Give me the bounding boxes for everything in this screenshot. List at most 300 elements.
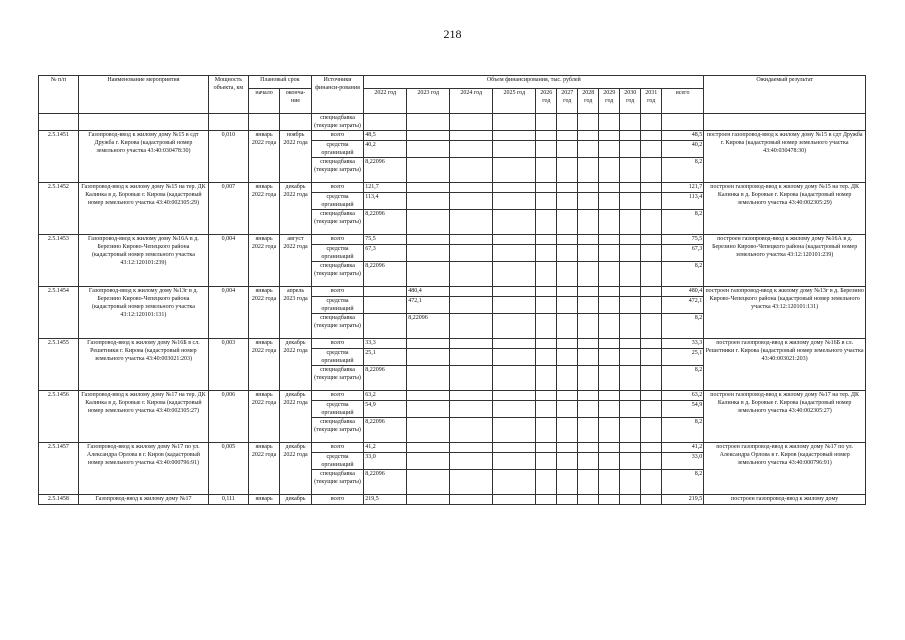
row-amount-2023 [407,210,450,235]
header-result: Ожидаемый результат [704,76,866,114]
row-amount-empty [578,418,599,443]
row-amount-empty [578,287,599,297]
row-amount-empty [599,158,620,183]
row-amount-empty [536,391,557,401]
row-source: всего [311,183,363,193]
row-amount-empty [493,339,536,349]
row-amount-empty [493,443,536,453]
last-row-source: всего [311,495,363,505]
row-amount-empty [493,401,536,418]
row-amount-empty [536,262,557,287]
last-row-num: 2.5.1458 [39,495,79,505]
row-amount-2022: 41,2 [364,443,407,453]
row-amount-2023 [407,158,450,183]
row-amount-total: 8,2 [662,418,704,443]
row-amount-empty [620,193,641,210]
row-amount-empty [620,418,641,443]
row-amount-empty [450,443,493,453]
row-amount-2022: 8,22096 [364,470,407,495]
row-amount-empty [493,183,536,193]
row-amount-total: 8,2 [662,262,704,287]
row-amount-empty [536,287,557,297]
header-name: Наименование мероприятия [78,76,208,114]
header-year-2023: 2023 год [407,89,450,114]
row-amount-empty [450,314,493,339]
row-amount-empty [557,131,578,141]
row-capacity: 0,006 [208,391,248,443]
row-amount-empty [620,349,641,366]
header-total: всего [662,89,704,114]
row-amount-empty [578,183,599,193]
row-end: декабрь 2022 года [280,339,311,391]
row-amount-empty [578,366,599,391]
row-name: Газопровод-ввод к жилому дому №16Б в сл. Решетники г. Кирова (кадастровый номер земельного участка 43:40:003021:203) [78,339,208,391]
row-amount-empty [599,287,620,297]
row-amount-total: 33,0 [662,453,704,470]
row-amount-empty [599,391,620,401]
row-amount-empty [599,314,620,339]
row-amount-empty [493,470,536,495]
row-result: построен газопровод-ввод к жилому дому №15 в сдт Дружба г. Кирова (кадастровый номер земельного участка 43:40:030478:30) [704,131,866,183]
row-amount-empty [536,193,557,210]
row-amount-empty [578,391,599,401]
header-year-2022: 2022 год [364,89,407,114]
row-amount-total: 41,2 [662,443,704,453]
row-amount-empty [620,210,641,235]
row-amount-empty [536,131,557,141]
row-amount-2022 [364,287,407,297]
row-amount-empty [578,495,599,505]
header-year-2029: 2029 год [599,89,620,114]
row-amount-empty [620,141,641,158]
row-amount-empty [620,495,641,505]
row-amount-empty [578,235,599,245]
row-num: 2.5.1455 [39,339,79,391]
row-amount-empty [641,245,662,262]
row-amount-empty [620,339,641,349]
row-amount-2023 [407,131,450,141]
row-amount-empty [557,287,578,297]
row-amount-2023 [407,183,450,193]
row-amount-empty [641,391,662,401]
row-amount-empty [641,470,662,495]
row-amount-empty [450,495,493,505]
row-amount-empty [578,339,599,349]
row-amount-empty [620,297,641,314]
row-source: спецнадбавка (текущие затраты) [311,210,363,235]
header-year-2028: 2028 год [578,89,599,114]
last-row-total: 219,5 [662,495,704,505]
row-amount-empty [599,235,620,245]
row-amount-empty [450,262,493,287]
row-amount-empty [493,235,536,245]
last-row-y2022: 219,5 [364,495,407,505]
table-row [39,443,866,453]
row-amount-2022 [364,297,407,314]
row-amount-empty [599,366,620,391]
row-amount-2022: 54,9 [364,401,407,418]
row-amount-empty [599,183,620,193]
row-amount-empty [557,314,578,339]
row-start: январь 2022 года [248,287,279,339]
row-result: построен газопровод-ввод к жилому дому №16Б в сл. Решетники г. Кирова (кадастровый номер земельного участка 43:40:003021:203) [704,339,866,391]
page-number: 218 [443,27,462,41]
row-amount-empty [620,183,641,193]
row-amount-empty [493,193,536,210]
row-amount-2022: 33,3 [364,339,407,349]
row-amount-empty [450,245,493,262]
row-num: 2.5.1456 [39,391,79,443]
row-amount-2022: 75,5 [364,235,407,245]
row-amount-empty [450,366,493,391]
row-result: построен газопровод-ввод к жилому дому №17 на тер. ДК Калинка в д. Боровые г. Кирова (кадастровый номер земельного участка 43:40:002305:27) [704,391,866,443]
row-amount-total: 113,4 [662,193,704,210]
row-amount-empty [599,245,620,262]
table-row [39,235,866,245]
row-amount-empty [620,131,641,141]
row-amount-empty [641,141,662,158]
row-amount-total: 8,2 [662,366,704,391]
row-amount-empty [493,287,536,297]
row-amount-empty [599,443,620,453]
header-plan-start: начало [248,89,279,114]
row-end: декабрь 2022 года [280,183,311,235]
row-amount-empty [493,366,536,391]
table-row [39,391,866,401]
header-capacity: Мощность объекта, км [208,76,248,114]
row-capacity: 0,007 [208,183,248,235]
row-num: 2.5.1451 [39,131,79,183]
row-amount-2023 [407,453,450,470]
row-name: Газопровод-ввод к жилому дому №17 на тер. ДК Калинка в д. Боровые г. Кирова (кадастровый номер земельного участка 43:40:002305:27) [78,391,208,443]
row-num: 2.5.1454 [39,287,79,339]
table-row [39,287,866,297]
row-amount-empty [578,453,599,470]
row-amount-empty [536,366,557,391]
row-amount-empty [557,141,578,158]
row-amount-empty [578,131,599,141]
row-source: всего [311,287,363,297]
row-amount-empty [557,470,578,495]
row-end: декабрь 2022 года [280,443,311,495]
row-amount-total: 67,3 [662,245,704,262]
row-amount-empty [578,245,599,262]
row-amount-empty [620,245,641,262]
row-amount-empty [536,470,557,495]
row-amount-empty [599,453,620,470]
row-source: спецнадбавка (текущие затраты) [311,314,363,339]
row-name: Газопровод-ввод к жилому дому №13г в д. Березино Кирово-Чепецкого района (кадастровый номер земельного участка 43:12:120101:131) [78,287,208,339]
header-year-2025: 2025 год [493,89,536,114]
row-name: Газопровод-ввод к жилому дому №17 по ул. Александра Орлова в г. Киров (кадастровый номер земельного участка 43:40:000796:91) [78,443,208,495]
row-amount-empty [641,401,662,418]
row-source: средства организаций [311,401,363,418]
row-amount-2023 [407,245,450,262]
row-amount-empty [578,193,599,210]
header-year-2024: 2024 год [450,89,493,114]
header-year-2027: 2027 год [557,89,578,114]
row-amount-total: 8,2 [662,470,704,495]
row-amount-empty [493,210,536,235]
row-amount-empty [536,349,557,366]
row-amount-empty [578,349,599,366]
row-amount-empty [450,210,493,235]
row-amount-empty [450,158,493,183]
row-amount-empty [536,495,557,505]
table-row [39,339,866,349]
row-amount-empty [557,453,578,470]
row-amount-empty [493,349,536,366]
row-amount-empty [641,443,662,453]
row-amount-empty [450,391,493,401]
row-start: январь 2022 года [248,339,279,391]
row-amount-empty [641,183,662,193]
row-source: всего [311,443,363,453]
row-amount-2023 [407,262,450,287]
row-amount-empty [450,418,493,443]
row-amount-empty [599,262,620,287]
row-amount-empty [557,262,578,287]
row-amount-empty [557,158,578,183]
row-amount-empty [536,453,557,470]
row-end: апрель 2023 года [280,287,311,339]
row-amount-empty [557,235,578,245]
row-amount-empty [557,297,578,314]
row-amount-empty [450,287,493,297]
row-source: всего [311,339,363,349]
row-amount-empty [493,245,536,262]
row-amount-empty [599,495,620,505]
row-amount-empty [620,391,641,401]
row-amount-empty [536,339,557,349]
row-amount-empty [620,262,641,287]
row-amount-2022: 63,2 [364,391,407,401]
row-amount-total: 480,4 [662,287,704,297]
row-amount-empty [536,401,557,418]
row-amount-total: 472,1 [662,297,704,314]
row-name: Газопровод-ввод к жилому дому №15 на тер. ДК Калинка в д. Боровые г. Кирова (кадастровый номер земельного участка 43:40:002305:29) [78,183,208,235]
row-amount-empty [557,443,578,453]
row-amount-2022: 33,0 [364,453,407,470]
row-amount-empty [641,131,662,141]
row-amount-empty [493,141,536,158]
row-amount-empty [599,470,620,495]
header-sources: Источники финанси-рования [311,76,363,114]
row-amount-2022: 121,7 [364,183,407,193]
row-amount-2023 [407,418,450,443]
table-row [39,131,866,141]
last-row-result: построен газопровод-ввод к жилому дому [704,495,866,505]
row-amount-2023 [407,339,450,349]
row-amount-empty [450,183,493,193]
header-num: № п/п [39,76,79,114]
row-amount-empty [536,235,557,245]
row-start: январь 2022 года [248,235,279,287]
row-amount-empty [450,349,493,366]
row-amount-empty [599,210,620,235]
header-year-2026: 2026 год [536,89,557,114]
row-amount-2023 [407,391,450,401]
row-amount-total: 8,2 [662,314,704,339]
row-amount-total: 25,1 [662,349,704,366]
row-amount-empty [557,210,578,235]
row-amount-empty [450,297,493,314]
row-amount-2023 [407,349,450,366]
row-amount-empty [599,349,620,366]
row-source: всего [311,131,363,141]
row-source: спецнадбавка (текущие затраты) [311,262,363,287]
row-amount-empty [557,418,578,443]
row-amount-empty [450,193,493,210]
row-amount-empty [493,297,536,314]
row-amount-total: 63,2 [662,391,704,401]
row-amount-empty [450,401,493,418]
row-start: январь 2022 года [248,131,279,183]
row-end: декабрь 2022 года [280,391,311,443]
row-amount-2023 [407,366,450,391]
row-amount-empty [578,401,599,418]
row-amount-empty [641,193,662,210]
row-amount-empty [536,314,557,339]
row-amount-empty [557,339,578,349]
row-capacity: 0,003 [208,339,248,391]
row-amount-empty [620,158,641,183]
row-amount-empty [620,401,641,418]
row-amount-2022: 8,22096 [364,262,407,287]
row-num: 2.5.1453 [39,235,79,287]
row-amount-empty [493,495,536,505]
row-amount-empty [578,314,599,339]
row-amount-empty [620,287,641,297]
row-amount-empty [599,193,620,210]
row-amount-empty [599,401,620,418]
row-amount-empty [599,141,620,158]
row-amount-2023: 472,1 [407,297,450,314]
row-amount-empty [536,443,557,453]
row-source: средства организаций [311,245,363,262]
row-amount-total: 33,3 [662,339,704,349]
row-amount-empty [641,297,662,314]
row-amount-empty [536,245,557,262]
row-amount-empty [536,297,557,314]
row-amount-total: 121,7 [662,183,704,193]
row-amount-empty [641,235,662,245]
row-source: спецнадбавка (текущие затраты) [311,470,363,495]
row-amount-empty [450,141,493,158]
row-capacity: 0,010 [208,131,248,183]
row-amount-empty [578,158,599,183]
row-source: средства организаций [311,141,363,158]
row-amount-empty [641,339,662,349]
row-amount-empty [599,339,620,349]
row-amount-empty [578,470,599,495]
row-amount-total: 75,5 [662,235,704,245]
row-amount-empty [536,418,557,443]
row-amount-2022: 8,22096 [364,418,407,443]
row-amount-empty [620,314,641,339]
row-amount-2022: 40,2 [364,141,407,158]
row-amount-empty [557,245,578,262]
row-amount-2023: 8,22096 [407,314,450,339]
row-amount-empty [578,210,599,235]
row-end: август 2022 года [280,235,311,287]
header-plan-end: оконча-ние [280,89,311,114]
row-amount-2023 [407,193,450,210]
row-num: 2.5.1452 [39,183,79,235]
row-amount-total: 8,2 [662,210,704,235]
row-amount-empty [599,297,620,314]
row-amount-total: 8,2 [662,158,704,183]
row-amount-empty [641,418,662,443]
row-amount-empty [641,158,662,183]
row-amount-empty [450,339,493,349]
row-amount-2022: 8,22096 [364,210,407,235]
row-amount-empty [493,314,536,339]
row-start: январь 2022 года [248,183,279,235]
row-amount-empty [641,349,662,366]
row-source: средства организаций [311,453,363,470]
row-amount-empty [493,158,536,183]
row-amount-empty [620,235,641,245]
row-amount-empty [620,443,641,453]
row-amount-empty [493,418,536,443]
row-amount-2023 [407,141,450,158]
row-amount-empty [557,366,578,391]
row-capacity: 0,004 [208,287,248,339]
row-amount-empty [557,401,578,418]
row-amount-2022: 8,22096 [364,158,407,183]
row-amount-empty [578,297,599,314]
row-amount-empty [557,183,578,193]
row-source: средства организаций [311,193,363,210]
funding-table [38,75,866,505]
table-row [39,495,866,505]
row-amount-empty [557,193,578,210]
row-capacity: 0,005 [208,443,248,495]
row-amount-empty [493,262,536,287]
row-amount-empty [493,391,536,401]
row-amount-empty [578,262,599,287]
last-row-name: Газопровод-ввод к жилому дому №17 [78,495,208,505]
row-start: январь 2022 года [248,391,279,443]
table-header [39,76,866,114]
carry-over-source: спецнадбавка (текущие затраты) [311,114,363,131]
header-year-2031: 2031 год [641,89,662,114]
row-amount-2023: 480,4 [407,287,450,297]
row-amount-empty [450,453,493,470]
header-plan: Плановый срок [248,76,311,89]
header-funding: Объем финансирования, тыс. рублей [364,76,704,89]
row-source: всего [311,235,363,245]
row-amount-empty [493,453,536,470]
row-amount-empty [599,418,620,443]
row-result: построен газопровод-ввод к жилому дому №15 на тер. ДК Калинка в д. Боровые г. Кирова (кадастровый номер земельного участка 43:40:002305:29) [704,183,866,235]
row-amount-empty [407,495,450,505]
row-amount-empty [641,495,662,505]
row-source: средства организаций [311,349,363,366]
row-amount-empty [536,141,557,158]
row-source: средства организаций [311,297,363,314]
row-result: построен газопровод-ввод к жилому дому №17 по ул. Александра Орлова в г. Киров (кадастровый номер земельного участка 43:40:000796:91) [704,443,866,495]
row-amount-2022: 8,22096 [364,366,407,391]
row-amount-empty [578,443,599,453]
row-amount-empty [641,314,662,339]
row-amount-2022: 48,5 [364,131,407,141]
row-amount-empty [536,210,557,235]
row-amount-empty [641,366,662,391]
row-amount-empty [641,287,662,297]
row-amount-empty [641,453,662,470]
